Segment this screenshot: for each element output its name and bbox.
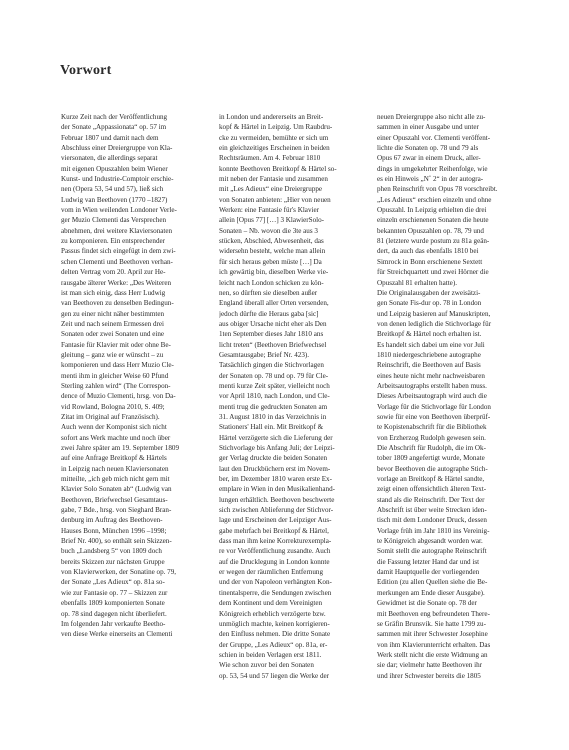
text-line: Auch wenn der Komponist sich nicht [61,423,167,432]
text-line: dert, da auch das ebenfalls 1810 bei [377,247,479,256]
text-line: Reinschrift, die Beethoven auf Basis [377,361,481,370]
text-line: vid Rowland, Bologna 2010, S. 409; [61,402,165,411]
text-line: bevor Beethoven die autographe Stich- [377,464,488,473]
text-line: Sonaten – Nb. wovon die 3te aus 3 [219,226,318,235]
text-line: wie zur Fantasie op. 77 – Skizzen zur [61,588,168,597]
text-line: menti ihm in gleicher Weise 60 Pfund [61,371,169,380]
text-line: Rechtsräumen. Am 4. Februar 1810 [219,154,321,163]
text-line: emplare in Wien in den Musikalienhand- [219,485,336,494]
text-line: der Sonaten op. 78 und op. 79 für Cle- [219,371,329,380]
text-line: Dieses Arbeitsautograph wird auch die [377,392,487,401]
text-line: Passus findet sich eingefügt in dem zwi- [61,247,176,256]
text-line: Vorlage für die Stichvorlage für London [377,402,491,411]
text-line: tober 1809 angefertigt wurde, Monate [377,454,485,463]
text-line: lichte die Sonaten op. 78 und 79 als [377,144,479,153]
text-line: die Fassung letzter Hand dar und ist [377,557,480,566]
text-line: kopf & Härtel in Leipzig. Um Raubdru- [219,123,333,132]
text-column-3 [377,112,516,732]
text-line: Wie schon zuvor bei den Sonaten [219,661,314,670]
text-line: Zitat im Original auf Französisch). [61,412,160,421]
text-line: gabe mehrfach bei Breitkopf & Härtel, [219,526,329,535]
text-line: ger Verlag druckte die beiden Sonaten [219,454,328,463]
text-line: Abschrift ist über weite Strecken iden- [377,506,487,515]
text-line: phen Reinschrift von Opus 78 vorschreibt. [377,185,498,194]
text-line: es ein Hinweis „N˚ 2“ in der autogra- [377,175,484,184]
text-line: nen (Opera 53, 54 und 57), ließ sich [61,185,164,194]
text-line: dass man ihm keine Korrekturexempla- [219,537,332,546]
text-line: und ihrer Schwester bereits die 1805 [377,671,481,680]
text-line: zeigt einen offensichtlich älteren Text- [377,485,487,494]
text-line: sammen mit ihrer Schwester Josephine [377,630,488,639]
text-line: der Gruppe, „Les Adieux“ op. 81a, er- [219,640,328,649]
text-line: delten Vertrag vom 20. April zur He- [61,268,166,277]
text-line: lage und Erscheinen der Leipziger Aus- [219,516,332,525]
text-line: Werken: eine Fantasie für's Klavier [219,206,319,215]
text-line: re vor Veröffentlichung zusandte. Auch [219,547,331,556]
text-line: sich zwischen Ablieferung der Stichvor- [219,506,334,515]
text-line: von Sonaten anbieten: „Hier von neuen [219,195,331,204]
text-line: ber, im Dezember 1810 waren erste Ex- [219,475,332,484]
text-line: Arbeitsautographs erstellt haben muss. [377,381,487,390]
text-line: und Leipzig basieren auf Manuskripten, [377,309,491,318]
text-line: mit eigenen Opuszahlen beim Wiener [61,164,168,173]
text-line: op. 53, 54 und 57 liegen die Werke der [219,671,330,680]
text-line: England überall aller Orten versenden, [219,299,329,308]
text-line: Fantasie für Klavier mit oder ohne Be- [61,340,171,349]
text-line: schen Clementi und Beethoven verhan- [61,257,173,266]
text-line: auf eine Anfrage Breitkopf & Härtels [61,454,167,463]
text-line: einer Opuszahl vor. Clementi veröffent- [377,133,491,142]
text-line: allein [Opus 77] […] 3 KlawierSolo- [219,216,325,225]
text-line: Königreich erheblich verzögerte bzw. [219,609,326,618]
text-line: der Sonate „Appassionata“ op. 57 im [61,123,167,132]
text-line: Werk stellt nicht die erste Widmung an [377,650,488,659]
text-line: merkungen am Ende dieser Ausgabe). [377,588,485,597]
text-line: Die Abschrift für Rudolph, die im Ok- [377,444,486,452]
text-line: Zeit und nach seinem Ermessen drei [61,319,165,328]
text-line: Somit stellt die autographe Reinschrift [377,547,487,556]
text-line: rausgabe älterer Werke: „Des Weiteren [61,278,172,287]
text-line: konnte Beethoven Breitkopf & Härtel so- [219,164,337,173]
text-line: von Erzherzog Rudolph gewesen sein. [377,433,486,442]
text-line: von denen lediglich die Stichvorlage für [377,319,492,328]
text-line: se Gräfin Brunsvik. Sie hatte 1799 zu- [377,619,486,628]
text-line: zu komponieren. Ein entsprechender [61,237,166,246]
text-line: Tatsächlich gingen die Stichvorlagen [219,361,324,370]
text-line: sofort ans Werk machte und noch über [61,433,171,442]
text-line: Opus 67 zwar in einem Druck, aller- [377,154,481,163]
text-line: sammen in einer Ausgabe und unter [377,123,479,132]
text-line: leicht nach London schicken zu kön- [219,278,324,287]
text-line: vom in Wien weilenden Londoner Verle- [61,206,177,215]
text-line: neuen Dreiergruppe also nicht alle zu- [377,113,486,121]
text-column-1 [61,112,200,732]
text-line: und der von Napoleon verhängten Kon- [219,578,332,587]
text-line: Beethoven, Briefwechsel Gesamtaus- [61,495,168,504]
text-line: gleitung – ganz wie er wünscht – zu [61,350,164,359]
text-line: licht treten“ (Beethoven Briefwechsel [219,340,327,349]
text-line: viersonaten, die allerdings separat [61,154,158,163]
text-line: der Sonate „Les Adieux“ op. 81a so- [61,578,165,587]
text-line: Kurze Zeit nach der Veröffentlichung [61,113,168,121]
text-line: op. 78 sind dagegen nicht überliefert. [61,609,167,618]
text-line: Sonaten oder zwei Sonaten und eine [61,330,165,339]
text-line: sowie für eine von Beethoven überprüf- [377,412,491,421]
text-line: mit „Les Adieux“ eine Dreiergruppe [219,185,323,194]
text-line: vorlage an Breitkopf & Härtel sandte, [377,475,485,484]
text-line: Klavier Solo Sonaten ab“ (Ludwig van [61,485,172,494]
text-line: den Einfluss nehmen. Die dritte Sonate [219,630,331,639]
text-line: Stationers' Hall ein. Mit Breitkopf & [219,423,324,432]
text-line: te Kopistenabschrift für die Bibliothek [377,423,487,432]
text-line: dem Kontinent und dem Vereinigten [219,599,323,608]
text-line: Gesamtausgabe; Brief Nr. 423). [219,350,310,359]
text-line: auf die Drucklegung in London konnte [219,557,330,566]
text-line: eines heute nicht mehr nachweisbaren [377,371,485,380]
text-line: ich gewärtig bin, dieselben Werke vie- [219,268,329,277]
text-line: 1810 niedergeschriebene autographe [377,350,481,359]
text-line: schien in beiden Verlagen erst 1811. [219,650,322,659]
text-line: buch „Landsberg 5“ von 1809 doch [61,547,162,556]
text-line: Simrock in Bonn erschienene Sextett [377,257,483,266]
text-line: abnehmen, drei weitere Klaviersonaten [61,226,173,235]
text-line: aus obiger Ursache nicht eher als Den [219,319,327,328]
text-line: bereits Skizzen zur nächsten Gruppe [61,557,165,566]
text-line: dence of Muzio Clementi, hrsg. von Da- [61,392,176,401]
text-line: Brief Nr. 400), so enthält sein Skizzen- [61,537,172,546]
text-line: lungen erhältlich. Beethoven beschwerte [219,495,335,504]
text-line: 1ten September dieses Jahr 1810 ans [219,330,324,339]
text-line: bekannten Opuszahlen op. 78, 79 und [377,226,484,235]
text-line: Kunst- und Industrie-Comptoir erschie- [61,175,174,184]
text-line: zwei Jahre später am 19. September 1809 [61,444,179,452]
text-line: von ihm Klavierunterricht erhalten. Das [377,640,491,649]
page-title: Vorwort [60,63,112,78]
text-line: Gewidmet ist die Sonate op. 78 der [377,599,477,608]
text-line: denburg im Auftrag des Beethoven- [61,516,163,525]
text-line: stand als die Reinschrift. Der Text der [377,495,485,504]
text-line: mit neben der Fantasie und zusammen [219,175,328,184]
text-line: gen zu einer nicht näher bestimmten [61,309,165,318]
text-line: cke zu vermeiden, bemühte er sich um [219,133,329,142]
text-line: Edition (zu allen Quellen siehe die Be- [377,578,488,587]
text-line: nen, so dürften sie dieselben außer [219,288,318,297]
text-line: vor April 1810, nach London, und Cle- [219,392,330,401]
text-line: „Les Adieux“ erschien einzeln und ohne [377,195,492,204]
text-line: mit Beethoven eng befreundeten There- [377,609,490,618]
text-line: Februar 1807 und damit nach dem [61,133,159,142]
text-line: ebenfalls 1809 komponierten Sonate [61,599,165,608]
text-line: ist man sich einig, dass Herr Ludwig [61,288,166,297]
text-line: für Streichquartett und zwei Hörner die [377,268,489,277]
text-line: tinentalsperre, die Sendungen zwischen [219,588,332,597]
text-line: ein gleichzeitiges Erscheinen in beiden [219,144,330,153]
text-line: Opuszahl 81 erhalten hatte). [377,278,457,287]
text-line: in Leipzig nach neuen Klaviersonaten [61,464,169,473]
text-line: er wegen der räumlichen Entfernung [219,568,323,577]
text-line: damit Hauptquelle der vorliegenden [377,568,480,577]
text-line: Es handelt sich dabei um eine vor Juli [377,340,485,349]
text-line: te Königreich abgesandt worden war. [377,537,483,546]
text-line: mitteilte, „ich geb mich nicht gern mit [61,475,170,484]
text-line: komponieren und dass Herr Muzio Cle- [61,361,174,370]
text-line: für sich heraus geben müste […] Da [219,257,322,266]
text-line: stücken, Abschied, Abwesenheit, das [219,237,324,246]
text-line: Ludwig van Beethoven (1770 –1827) [61,195,168,204]
text-line: ger Muzio Clementi das Versprechen [61,216,167,225]
text-line: unmöglich machte, keinen korrigieren- [219,619,330,628]
text-line: laut den Druckbüchern erst im Novem- [219,464,331,473]
text-line: in London und andererseits an Breit- [219,113,324,121]
text-line: ven diese Werke einerseits an Clementi [61,630,173,639]
text-line: Sterling zahlen wird“ (The Correspon- [61,381,171,390]
text-line: 31. August 1810 in das Verzeichnis in [219,412,327,421]
text-line: tisch mit dem Londoner Druck, dessen [377,516,487,525]
text-line: widersehn besteht, welche man allein [219,247,326,256]
text-line: sie dar; vielmehr hatte Beethoven ihr [377,661,482,670]
text-line: 81 (letztere wurde postum zu 81a geän- [377,237,490,246]
text-line: Breitkopf & Härtel noch erhalten ist. [377,330,482,339]
text-line: gabe, 7 Bde., hrsg. von Sieghard Bran- [61,506,172,515]
text-line: Vorlage früh im Jahr 1810 ins Vereinig- [377,526,490,535]
text-line: einzeln erschienenen Sonaten die heute [377,216,489,225]
text-line: Stichvorlage bis Anfang Juli; der Leipzi- [219,444,335,452]
text-line: menti kurze Zeit später, vielleicht noch [219,381,330,390]
text-line: jedoch dürfte die Heraus gaba [sic] [219,309,319,318]
text-line: Im folgenden Jahr verkaufte Beetho- [61,619,166,628]
text-line: Härtel verzögerte sich die Lieferung der [219,433,333,442]
text-column-2 [219,112,358,732]
text-line: Die Originalausgaben der zweisätzi- [377,288,481,297]
text-line: dings in umgekehrter Reihenfolge, wie [377,164,488,173]
text-line: gen Sonate Fis-dur op. 78 in London [377,299,482,308]
text-line: Abschluss einer Dreiergruppe von Kla- [61,144,173,153]
text-line: von Klavierwerken, der Sonatine op. 79, [61,568,177,577]
text-line: Hauses Bonn, München 1996 –1998; [61,526,167,535]
text-line: Opuszahl. In Leipzig erhielten die drei [377,206,487,215]
text-line: van Beethoven zu denselben Bedingun- [61,299,174,308]
text-line: menti trug die gedruckten Sonaten am [219,402,328,411]
